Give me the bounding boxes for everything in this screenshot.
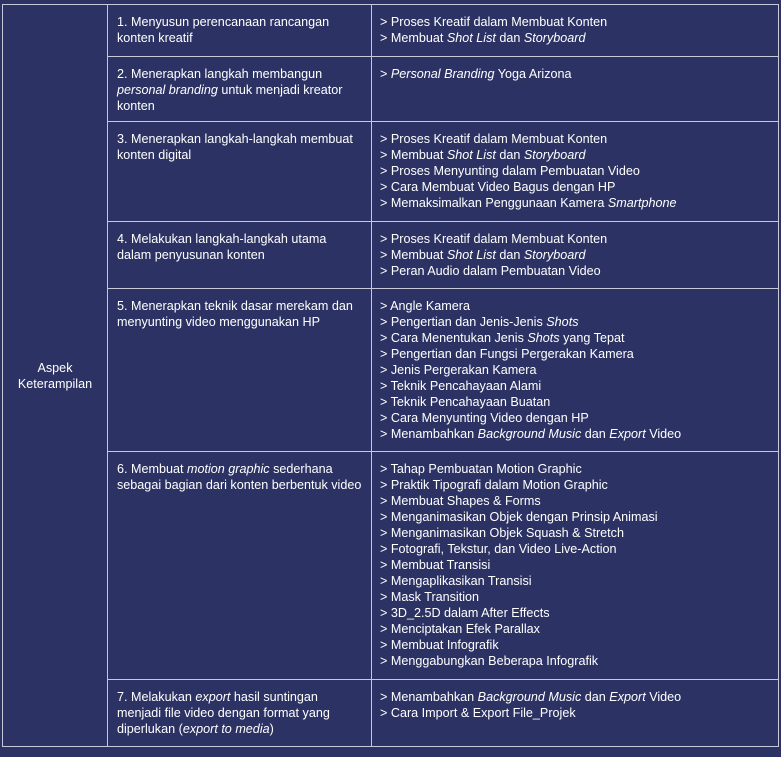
text-run: > Proses Kreatif dalam Membuat Konten (380, 132, 608, 146)
indicator-cell (108, 57, 372, 122)
table-row (3, 5, 779, 57)
text-run: untuk menjadi kreator konten (117, 83, 343, 113)
table-row (3, 222, 779, 289)
materials-cell (372, 57, 779, 122)
table-row (3, 289, 779, 452)
material-item (380, 378, 772, 394)
text-run: 6. Membuat (117, 462, 187, 476)
material-item (380, 362, 772, 378)
text-run: dan (581, 690, 610, 704)
indicator-text (117, 131, 363, 163)
italic-text: Smartphone (607, 196, 677, 210)
text-run: > Cara Menyunting Video dengan HP (380, 411, 589, 425)
text-run: > Pengertian dan Jenis-Jenis (380, 315, 547, 329)
materials-cell (372, 222, 779, 289)
material-item (380, 461, 772, 477)
aspect-label-line2: Keterampilan (17, 376, 93, 391)
text-run: 2. Menerapkan langkah membangun (117, 67, 323, 81)
material-item (380, 493, 772, 509)
table-row (3, 680, 779, 747)
italic-text: Export (609, 690, 646, 704)
text-run: hasil suntingan menjadi file video dengan format yang diperlukan ( (117, 690, 330, 736)
table-row (3, 452, 779, 680)
aspect-label-line1: Aspek (37, 360, 73, 375)
text-run: dan (495, 31, 524, 45)
text-run: ) (269, 722, 274, 736)
text-run: dan (495, 248, 524, 262)
text-run: > Mask Transition (380, 590, 480, 604)
indicator-cell (108, 5, 372, 57)
text-run: > (380, 67, 391, 81)
text-run: > Cara Membuat Video Bagus dengan HP (380, 180, 616, 194)
indicator-cell (108, 680, 372, 747)
text-run: > Menganimasikan Objek dengan Prinsip Animasi (380, 510, 658, 524)
indicator-text (117, 461, 363, 493)
material-item (380, 263, 772, 279)
materials-cell (372, 452, 779, 680)
material-item (380, 637, 772, 653)
material-item (380, 231, 772, 247)
table-row (3, 57, 779, 122)
text-run: > Teknik Pencahayaan Alami (380, 379, 542, 393)
text-run: > Mengaplikasikan Transisi (380, 574, 532, 588)
material-item (380, 298, 772, 314)
italic-text: Shot List (446, 31, 496, 45)
italic-text: Background Music (477, 427, 582, 441)
text-run: > Menambahkan (380, 690, 478, 704)
indicator-text (117, 14, 363, 46)
text-run: > Peran Audio dalam Pembuatan Video (380, 264, 601, 278)
material-item (380, 477, 772, 493)
material-item (380, 621, 772, 637)
indicator-text (117, 298, 363, 330)
italic-text: export (195, 690, 231, 704)
italic-text: Storyboard (523, 31, 586, 45)
material-item (380, 14, 772, 30)
text-run: yang Tepat (559, 331, 625, 345)
italic-text: Storyboard (523, 148, 586, 162)
text-run: > Tahap Pembuatan Motion Graphic (380, 462, 582, 476)
italic-text: Shots (546, 315, 579, 329)
material-item (380, 653, 772, 669)
text-run: > 3D_2.5D dalam After Effects (380, 606, 550, 620)
material-item (380, 541, 772, 557)
material-item (380, 163, 772, 179)
text-run: > Cara Import & Export File_Projek (380, 706, 576, 720)
indicator-text (117, 66, 363, 114)
aspect-cell (3, 5, 108, 747)
material-item (380, 525, 772, 541)
material-item (380, 589, 772, 605)
text-run: > Membuat (380, 248, 447, 262)
italic-text: Shot List (446, 148, 496, 162)
material-item (380, 394, 772, 410)
materials-cell (372, 122, 779, 222)
text-run: > Menciptakan Efek Parallax (380, 622, 540, 636)
material-item (380, 689, 772, 705)
material-item (380, 573, 772, 589)
text-run: 5. Menerapkan teknik dasar merekam dan menyunting video menggunakan HP (117, 299, 353, 329)
material-item (380, 30, 772, 46)
italic-text: personal branding (117, 83, 218, 97)
material-item (380, 346, 772, 362)
indicator-cell (108, 289, 372, 452)
text-run: 1. Menyusun perencanaan rancangan konten kreatif (117, 15, 330, 45)
text-run: Yoga Arizona (494, 67, 572, 81)
materials-cell (372, 5, 779, 57)
material-item (380, 195, 772, 211)
italic-text: Export (609, 427, 646, 441)
text-run: > Membuat (380, 31, 447, 45)
text-run: > Menambahkan (380, 427, 478, 441)
italic-text: export to media (182, 722, 270, 736)
text-run: > Angle Kamera (380, 299, 470, 313)
text-run: > Praktik Tipografi dalam Motion Graphic (380, 478, 608, 492)
learning-outcomes-table (2, 4, 779, 747)
material-item (380, 509, 772, 525)
material-item (380, 66, 772, 82)
text-run: > Membuat Shapes & Forms (380, 494, 541, 508)
material-item (380, 410, 772, 426)
text-run: Video (645, 427, 682, 441)
text-run: 3. Menerapkan langkah-langkah membuat konten digital (117, 132, 353, 162)
italic-text: Shots (527, 331, 560, 345)
text-run: > Membuat Infografik (380, 638, 499, 652)
text-run: dan (495, 148, 524, 162)
material-item (380, 605, 772, 621)
material-item (380, 247, 772, 263)
text-run: > Membuat Transisi (380, 558, 491, 572)
text-run: 7. Melakukan (117, 690, 196, 704)
text-run: dan (581, 427, 610, 441)
text-run: > Menganimasikan Objek Squash & Stretch (380, 526, 624, 540)
text-run: > Memaksimalkan Penggunaan Kamera (380, 196, 608, 210)
text-run: 4. Melakukan langkah-langkah utama dalam penyusunan konten (117, 232, 327, 262)
text-run: > Jenis Pergerakan Kamera (380, 363, 537, 377)
text-run: sederhana sebagai bagian dari konten berbentuk video (117, 462, 362, 492)
materials-cell (372, 680, 779, 747)
material-item (380, 557, 772, 573)
material-item (380, 147, 772, 163)
italic-text: motion graphic (187, 462, 270, 476)
text-run: > Proses Kreatif dalam Membuat Konten (380, 15, 608, 29)
text-run: > Pengertian dan Fungsi Pergerakan Kamera (380, 347, 634, 361)
material-item (380, 330, 772, 346)
materials-cell (372, 289, 779, 452)
material-item (380, 179, 772, 195)
indicator-text (117, 689, 363, 737)
material-item (380, 131, 772, 147)
material-item (380, 426, 772, 442)
material-item (380, 705, 772, 721)
indicator-cell (108, 222, 372, 289)
text-run: > Menggabungkan Beberapa Infografik (380, 654, 599, 668)
table-row (3, 122, 779, 222)
text-run: > Teknik Pencahayaan Buatan (380, 395, 551, 409)
indicator-cell (108, 122, 372, 222)
italic-text: Shot List (446, 248, 496, 262)
italic-text: Personal Branding (390, 67, 495, 81)
text-run: > Proses Kreatif dalam Membuat Konten (380, 232, 608, 246)
text-run: > Proses Menyunting dalam Pembuatan Video (380, 164, 640, 178)
text-run: > Membuat (380, 148, 447, 162)
italic-text: Storyboard (523, 248, 586, 262)
italic-text: Background Music (477, 690, 582, 704)
text-run: Video (645, 690, 682, 704)
indicator-text (117, 231, 363, 263)
text-run: > Cara Menentukan Jenis (380, 331, 528, 345)
text-run: > Fotografi, Tekstur, dan Video Live-Action (380, 542, 617, 556)
material-item (380, 314, 772, 330)
indicator-cell (108, 452, 372, 680)
